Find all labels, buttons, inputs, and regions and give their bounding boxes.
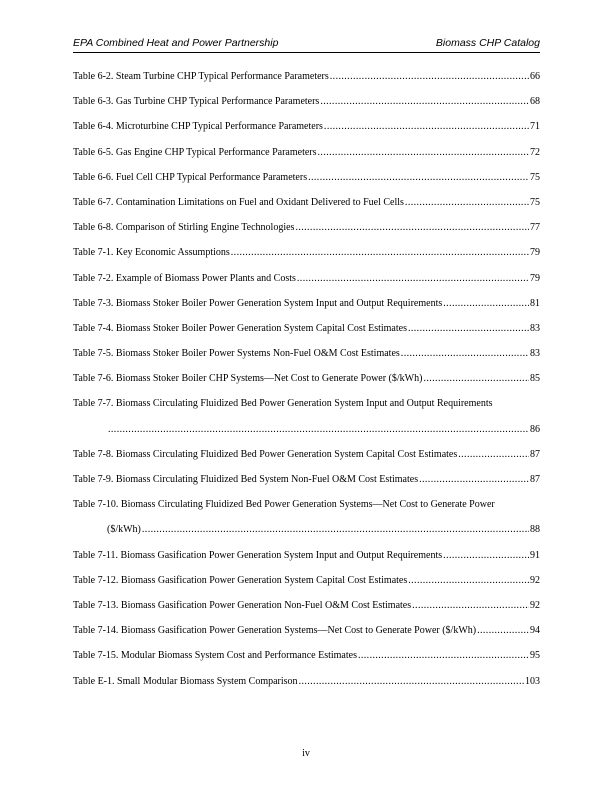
toc-entry-title: Table 7-7. Biomass Circulating Fluidized Bed Power Generation System Input and Output Requirements xyxy=(73,398,493,410)
toc-entry[interactable] xyxy=(73,222,540,247)
toc-entry-page: 95 xyxy=(530,650,540,662)
toc-entry-title: Table 7-2. Example of Biomass Power Plants and Costs xyxy=(73,272,296,284)
toc-entry-page: 92 xyxy=(530,599,540,611)
dot-leader xyxy=(358,650,529,662)
toc-entry-page: 87 xyxy=(530,448,540,460)
toc-entry-title: Table 7-9. Biomass Circulating Fluidized Bed System Non-Fuel O&M Cost Estimates xyxy=(73,474,419,486)
toc-entry-page: 83 xyxy=(530,322,540,334)
dot-leader xyxy=(458,449,529,461)
toc-entry-title: Table 6-3. Gas Turbine CHP Typical Performance Parameters xyxy=(73,96,320,108)
list-of-tables xyxy=(73,71,540,701)
toc-entry[interactable] xyxy=(73,474,540,499)
toc-entry[interactable] xyxy=(73,550,540,575)
dot-leader xyxy=(419,474,529,486)
toc-entry-title: Table 7-1. Key Economic Assumptions xyxy=(73,247,230,259)
toc-entry-page: 81 xyxy=(530,297,540,309)
toc-entry-page: 91 xyxy=(530,549,540,561)
toc-entry-title: Table 6-4. Microturbine CHP Typical Performance Parameters xyxy=(73,121,323,133)
toc-entry-title: Table 7-14. Biomass Gasification Power Generation Systems—Net Cost to Generate Power ($/kWh) xyxy=(73,625,477,637)
toc-entry[interactable] xyxy=(73,625,540,650)
toc-entry-title: Table 7-3. Biomass Stoker Boiler Power Generation System Input and Output Requirements xyxy=(73,297,443,309)
toc-entry[interactable] xyxy=(73,575,540,600)
toc-entry-page: 66 xyxy=(530,71,540,82)
toc-entry-page: 92 xyxy=(530,574,540,586)
toc-entry-page: 94 xyxy=(530,625,540,637)
running-header xyxy=(73,36,540,53)
toc-entry-title: Table 7-8. Biomass Circulating Fluidized Bed Power Generation System Capital Cost Estimates xyxy=(73,448,458,460)
page-number: iv xyxy=(302,748,310,759)
toc-entry[interactable] xyxy=(73,96,540,121)
toc-entry[interactable] xyxy=(73,650,540,675)
toc-entry-title: Table 7-5. Biomass Stoker Boiler Power Systems Non-Fuel O&M Cost Estimates xyxy=(73,348,400,360)
toc-entry-title-continued: ($/kWh) xyxy=(107,524,141,536)
dot-leader xyxy=(299,676,524,688)
toc-entry-title: Table E-1. Small Modular Biomass System Comparison xyxy=(73,675,298,687)
dot-leader xyxy=(297,273,529,285)
toc-entry-page: 83 xyxy=(530,348,540,360)
toc-entry-page: 72 xyxy=(530,146,540,158)
toc-entry[interactable] xyxy=(73,373,540,398)
toc-entry-title: Table 7-12. Biomass Gasification Power Generation System Capital Cost Estimates xyxy=(73,574,408,586)
toc-entry[interactable] xyxy=(73,71,540,96)
toc-entry-title: Table 6-5. Gas Engine CHP Typical Performance Parameters xyxy=(73,146,317,158)
toc-entry[interactable] xyxy=(73,348,540,373)
toc-entry[interactable] xyxy=(73,298,540,323)
dot-leader xyxy=(405,197,529,209)
toc-entry[interactable] xyxy=(73,449,540,474)
dot-leader xyxy=(308,172,529,184)
dot-leader xyxy=(295,222,529,234)
toc-entry-title: Table 7-11. Biomass Gasification Power Generation System Input and Output Requirements xyxy=(73,549,443,561)
toc-entry[interactable] xyxy=(73,323,540,348)
toc-entry-page: 86 xyxy=(530,423,540,435)
dot-leader xyxy=(408,323,529,335)
toc-entry-page: 79 xyxy=(530,247,540,259)
toc-entry[interactable] xyxy=(73,273,540,298)
toc-entry-page: 71 xyxy=(530,121,540,133)
toc-entry-title: Table 6-2. Steam Turbine CHP Typical Performance Parameters xyxy=(73,71,329,82)
dot-leader xyxy=(318,147,529,159)
toc-entry-page: 79 xyxy=(530,272,540,284)
toc-entry-page: 68 xyxy=(530,96,540,108)
toc-entry-page: 77 xyxy=(530,222,540,234)
toc-entry-page: 75 xyxy=(530,171,540,183)
dot-leader xyxy=(443,550,529,562)
toc-entry[interactable] xyxy=(73,600,540,625)
toc-entry-title: Table 7-10. Biomass Circulating Fluidized Bed Power Generation Systems—Net Cost to Generate Power xyxy=(73,499,495,511)
dot-leader xyxy=(408,575,529,587)
dot-leader xyxy=(320,96,529,108)
toc-entry[interactable] xyxy=(73,398,540,448)
toc-entry[interactable] xyxy=(73,147,540,172)
dot-leader xyxy=(231,247,529,259)
toc-entry-title: Table 7-4. Biomass Stoker Boiler Power Generation System Capital Cost Estimates xyxy=(73,322,407,334)
dot-leader xyxy=(330,71,529,83)
dot-leader xyxy=(443,298,529,310)
header-right-title: Biomass CHP Catalog xyxy=(435,37,540,49)
toc-entry[interactable] xyxy=(73,499,540,549)
dot-leader xyxy=(142,524,529,536)
toc-entry-title: Table 7-15. Modular Biomass System Cost and Performance Estimates xyxy=(73,650,357,662)
toc-entry[interactable] xyxy=(73,197,540,222)
toc-entry[interactable] xyxy=(73,121,540,146)
toc-entry[interactable] xyxy=(73,676,540,701)
dot-leader xyxy=(477,625,529,637)
dot-leader xyxy=(412,600,529,612)
dot-leader xyxy=(324,121,529,133)
toc-entry[interactable] xyxy=(73,247,540,272)
header-left-title: EPA Combined Heat and Power Partnership xyxy=(73,37,279,49)
toc-entry-title: Table 7-13. Biomass Gasification Power Generation Non-Fuel O&M Cost Estimates xyxy=(73,599,412,611)
toc-entry-page: 85 xyxy=(530,373,540,385)
toc-entry-title: Table 6-8. Comparison of Stirling Engine Technologies xyxy=(73,222,295,234)
toc-entry-title: Table 6-7. Contamination Limitations on Fuel and Oxidant Delivered to Fuel Cells xyxy=(73,196,404,208)
toc-entry-page: 103 xyxy=(525,675,540,687)
toc-entry-title: Table 7-6. Biomass Stoker Boiler CHP Systems—Net Cost to Generate Power ($/kWh) xyxy=(73,373,423,385)
dot-leader xyxy=(423,373,529,385)
dot-leader xyxy=(108,424,529,436)
toc-entry-title: Table 6-6. Fuel Cell CHP Typical Performance Parameters xyxy=(73,171,308,183)
toc-entry[interactable] xyxy=(73,172,540,197)
toc-entry-page: 88 xyxy=(530,524,540,536)
dot-leader xyxy=(401,348,529,360)
toc-entry-page: 75 xyxy=(530,196,540,208)
toc-entry-page: 87 xyxy=(530,474,540,486)
